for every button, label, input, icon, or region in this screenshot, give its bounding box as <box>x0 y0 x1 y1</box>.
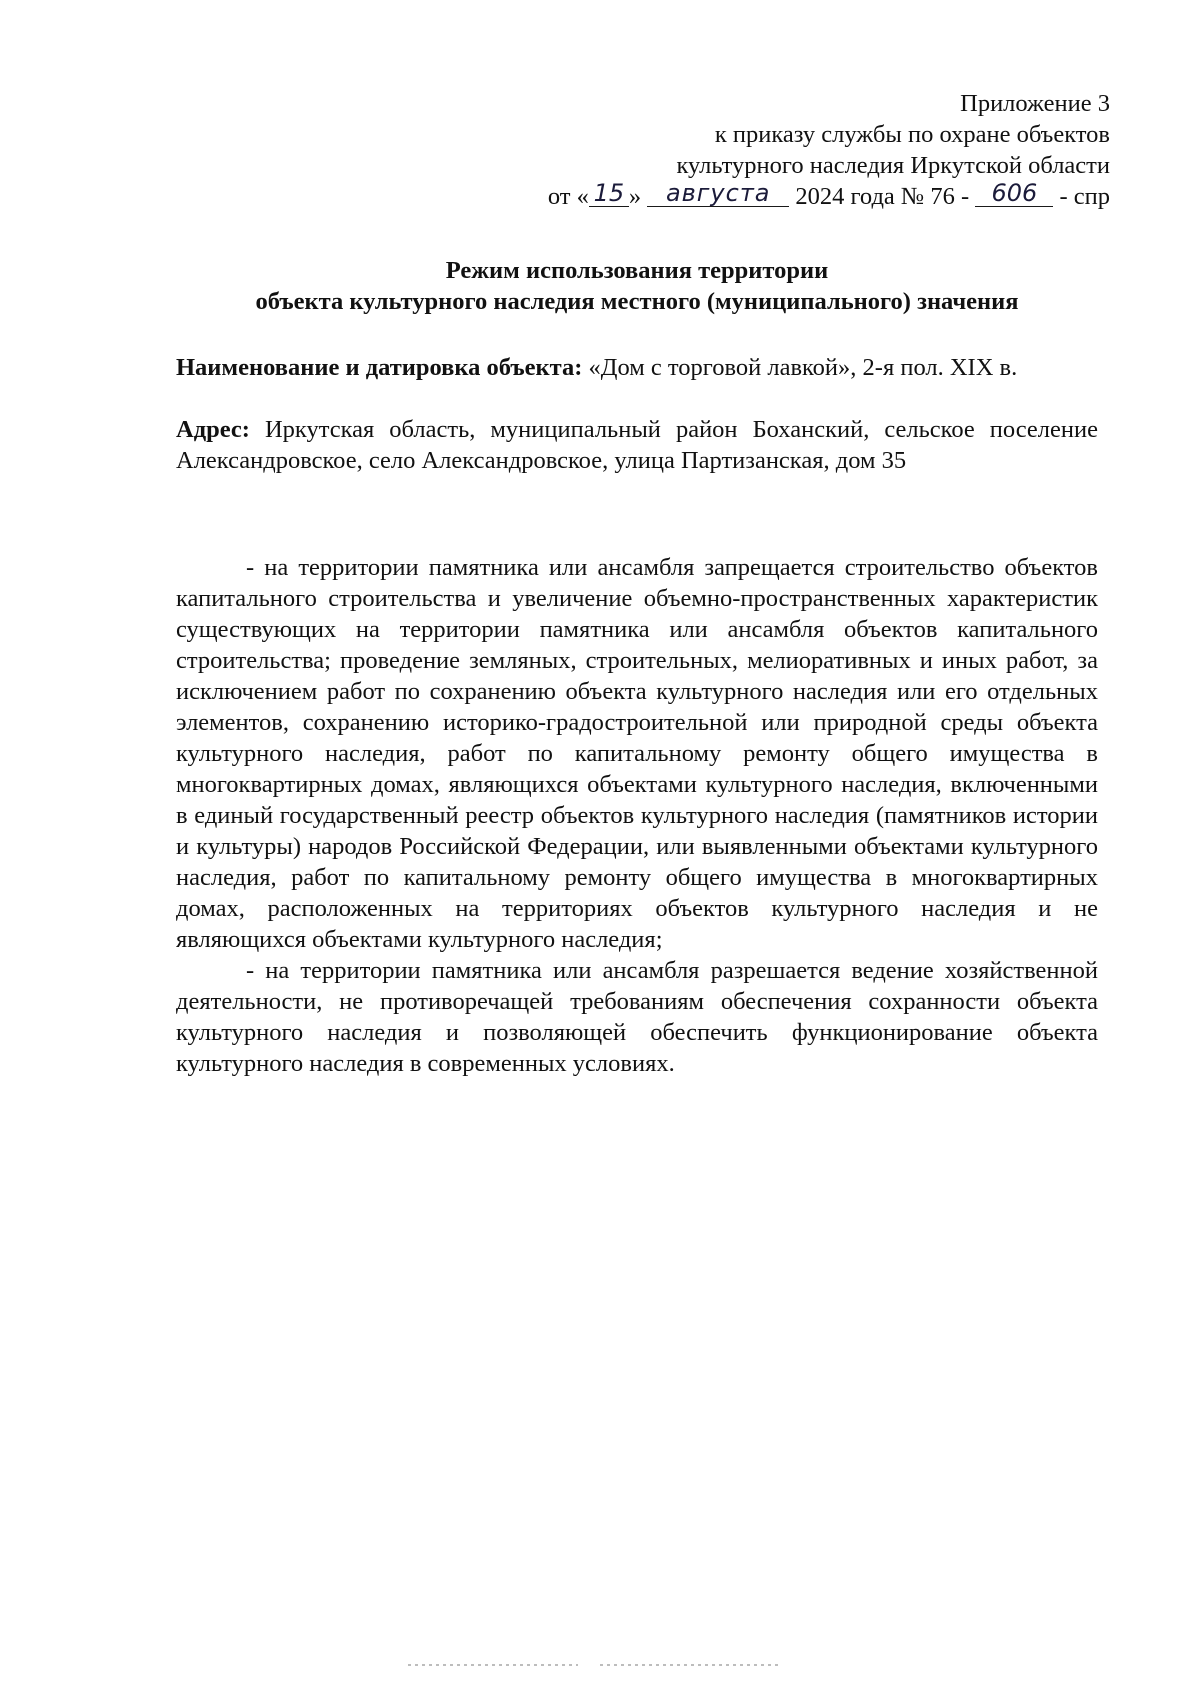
date-suffix: 2024 года № 76 - <box>795 183 970 210</box>
usage-regime-rules <box>176 552 1098 1079</box>
rule-permitted: - на территории памятника или ансамбля разрешается ведение хозяйственной деятельности, не противоречащей требованиям обеспечения сохранности объекта культурного наследия и позволяющей обеспечить функционирование объекта культурного наследия в современных условиях. <box>176 957 1098 1077</box>
object-address <box>176 414 1098 476</box>
object-name-label: Наименование и датировка объекта: <box>176 354 583 381</box>
order-number-suffix: - спр <box>1059 183 1110 210</box>
order-reference-line-1: к приказу службы по охране объектов <box>714 121 1110 148</box>
handwritten-order-number: 606 <box>975 180 1053 207</box>
address-value: Иркутская область, муниципальный район Боханский, сельское поселение Александровское, село Александровское, улица Партизанская, дом 35 <box>176 416 1099 474</box>
date-prefix: от « <box>547 183 589 210</box>
rule-prohibited: - на территории памятника или ансамбля запрещается строительство объектов капитального строительства и увеличение объемно-пространственных характеристик существующих на территории памятника или ансамбля объектов капитального строительства; проведение земляных, строительных, мелиоративных и иных работ, за исключением работ по сохранению объекта культурного наследия или его отдельных элементов, сохранению историко-градостроительной или природной среды объекта культурного наследия, работ по капитальному ремонту общего имущества в многоквартирных домах, являющихся объектами культурного наследия, включенными в единый государственный реестр объектов культурного наследия (памятников истории и культуры) народов Российской Федерации, или выявленными объектами культурного наследия, работ по капитальному ремонту общего имущества в многоквартирных домах, расположенных на территориях объектов культурного наследия и не являющихся объектами культурного наследия; <box>176 554 1098 953</box>
title-line-1: Режим использования территории <box>445 257 829 284</box>
address-label: Адрес: <box>176 416 250 443</box>
handwritten-day: 15 <box>589 180 629 207</box>
appendix-number: Приложение 3 <box>960 90 1110 117</box>
date-mid: » <box>628 183 642 210</box>
handwritten-month: августа <box>647 180 789 207</box>
object-name-value: «Дом с торговой лавкой», 2-я пол. XIX в. <box>588 354 1018 381</box>
object-name <box>176 352 1098 383</box>
scan-artifact <box>600 1664 780 1666</box>
order-reference-line-2: культурного наследия Иркутской области <box>676 152 1110 179</box>
order-date-line <box>548 181 1110 212</box>
document-title <box>176 255 1098 317</box>
appendix-header <box>548 88 1110 212</box>
title-line-2: объекта культурного наследия местного (муниципального) значения <box>255 288 1019 315</box>
scan-artifact <box>408 1664 578 1666</box>
